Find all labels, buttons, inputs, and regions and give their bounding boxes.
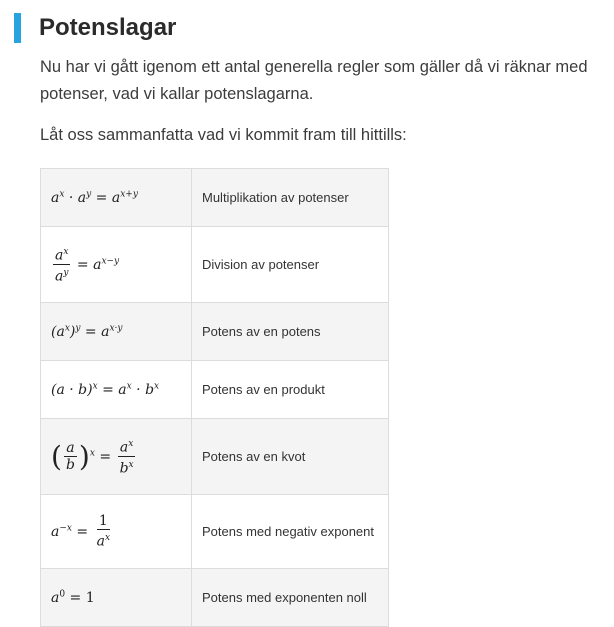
table-row [41,169,389,227]
formula-division: $\frac{a^x}{a^y}$ = $a^{x-y}$ [51,257,119,273]
formula-negative-exponent: $a^{-x}$ = $\frac{1}{a^x}$ [51,513,111,550]
rule-description: Potens av en potens [192,303,389,361]
rule-formula [41,227,192,303]
table-row [41,227,389,303]
formula-multiplication: $a^x \cdot a^y = a^{x+y}$ [51,189,138,206]
table-row [41,495,389,569]
table-row [41,361,389,419]
rule-description: Potens med exponenten noll [192,569,389,627]
rule-formula [41,169,192,227]
rule-formula [41,303,192,361]
page-title: Potenslagar [39,14,177,41]
rule-description: Potens av en kvot [192,419,389,495]
rule-formula [41,569,192,627]
formula-power-of-product: $(a \cdot b)^x = a^x \cdot b^x$ [51,381,160,398]
rule-description: Potens av en produkt [192,361,389,419]
exponent-rules-table [40,168,389,627]
formula-power-of-power: $(a^x)^y = a^{x\cdot y}$ [51,323,123,340]
summary-paragraph: Låt oss sammanfatta vad vi kommit fram till hittills: [40,126,407,144]
intro-line-2: potenser, vad vi kallar potenslagarna. [40,85,314,103]
formula-power-of-quotient: ( $\frac{a}{b}$ )$^x$ = $\frac{a^x}{b^x}$ [51,449,138,465]
intro-line-1: Nu har vi gått igenom ett antal generella regler som gäller då vi räknar med [40,58,588,76]
heading-accent-bar [14,13,21,43]
intro-paragraph [40,54,614,108]
rule-formula [41,495,192,569]
table-row [41,303,389,361]
rule-formula [41,419,192,495]
rule-description: Multiplikation av potenser [192,169,389,227]
table-row [41,419,389,495]
table-row [41,569,389,627]
section-heading [14,12,176,44]
rule-formula [41,361,192,419]
rule-description: Division av potenser [192,227,389,303]
formula-zero-exponent: $a^0 = 1$ [51,589,95,606]
rule-description: Potens med negativ exponent [192,495,389,569]
